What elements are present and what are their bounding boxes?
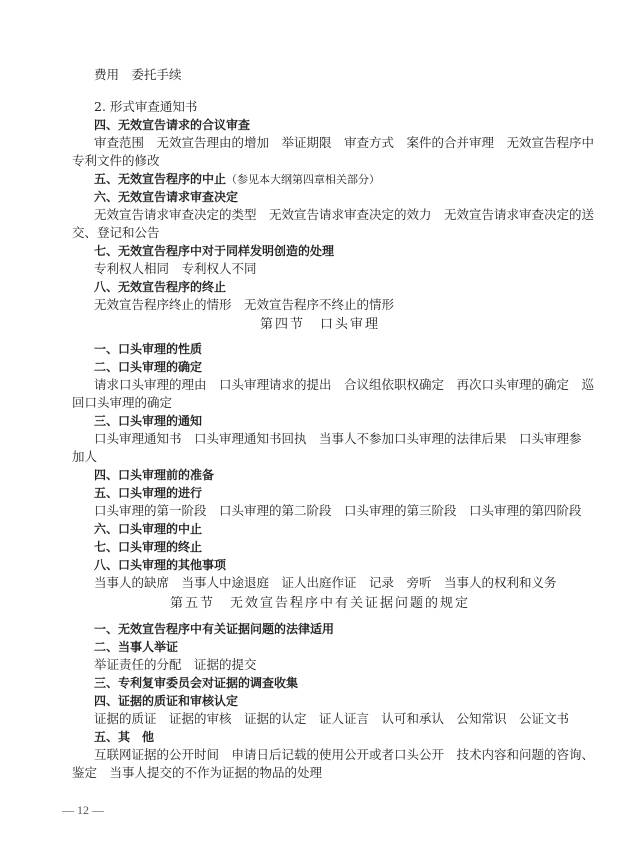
heading: 二、当事人举证: [94, 640, 179, 654]
text-line: 当事人的缺席 当事人中途退庭 证人出庭作证 记录 旁听 当事人的权利和义务: [94, 575, 557, 590]
text-line: 费用 委托手续: [94, 67, 182, 82]
page-number: — 12 —: [62, 803, 104, 817]
heading: 一、无效宣告程序中有关证据问题的法律适用: [94, 622, 335, 636]
text-line: 口头审理通知书 口头审理通知书回执 当事人不参加口头审理的法律后果 口头审理参: [94, 431, 582, 446]
text-line: 鉴定 当事人提交的不作为证据的物品的处理: [72, 765, 323, 780]
heading: 五、口头审理的进行: [94, 486, 203, 500]
heading: 四、无效宣告请求的合议审查: [94, 118, 251, 132]
heading: 六、无效宣告请求审查决定: [94, 190, 239, 204]
heading: 七、口头审理的终止: [94, 540, 203, 554]
text-line: 证据的质证 证据的审核 证据的认定 证人证言 认可和承认 公知常识 公证文书: [94, 711, 570, 726]
heading: 五、无效宣告程序的中止: [94, 172, 227, 186]
heading: 五、其 他: [94, 730, 155, 744]
text-line: 2. 形式审查通知书: [94, 99, 198, 114]
text-line: 审查范围 无效宣告理由的增加 举证期限 审查方式 案件的合并审理 无效宣告程序中: [94, 135, 595, 150]
text-line: 互联网证据的公开时间 申请日后记载的使用公开或者口头公开 技术内容和问题的咨询、: [94, 747, 595, 762]
heading: 二、口头审理的确定: [94, 360, 203, 374]
text-line: 回口头审理的确定: [72, 395, 173, 410]
heading: 八、无效宣告程序的终止: [94, 280, 227, 294]
heading: 八、口头审理的其他事项: [94, 558, 227, 572]
text-line: 请求口头审理的理由 口头审理请求的提出 合议组依职权确定 再次口头审理的确定 巡: [94, 377, 595, 392]
heading: 三、口头审理的通知: [94, 414, 203, 428]
heading-with-note: [72, 170, 594, 189]
text-line: 加人: [72, 449, 98, 464]
text-line: 举证责任的分配 证据的提交: [94, 657, 257, 672]
reference-note: （参见本大纲第四章相关部分）: [226, 173, 381, 186]
heading: 四、证据的质证和审核认定: [94, 694, 239, 708]
text-line: 交、登记和公告: [72, 225, 160, 240]
heading: 六、口头审理的中止: [94, 522, 203, 536]
heading: 三、专利复审委员会对证据的调查收集: [94, 676, 299, 690]
heading: 七、无效宣告程序中对于同样发明创造的处理: [94, 244, 335, 258]
text-line: 无效宣告程序终止的情形 无效宣告程序不终止的情形: [94, 297, 395, 312]
section-title: 第四节 口头审理: [259, 317, 380, 332]
text-line: 口头审理的第一阶段 口头审理的第二阶段 口头审理的第三阶段 口头审理的第四阶段: [94, 503, 582, 518]
heading: 四、口头审理前的准备: [94, 468, 215, 482]
text-line: 专利权人相同 专利权人不同: [94, 261, 257, 276]
section-title: 第五节 无效宣告程序中有关证据问题的规定: [169, 596, 470, 611]
heading: 一、口头审理的性质: [94, 342, 203, 356]
text-line: 专利文件的修改: [72, 153, 160, 168]
text-line: 无效宣告请求审查决定的类型 无效宣告请求审查决定的效力 无效宣告请求审查决定的送: [94, 207, 595, 222]
